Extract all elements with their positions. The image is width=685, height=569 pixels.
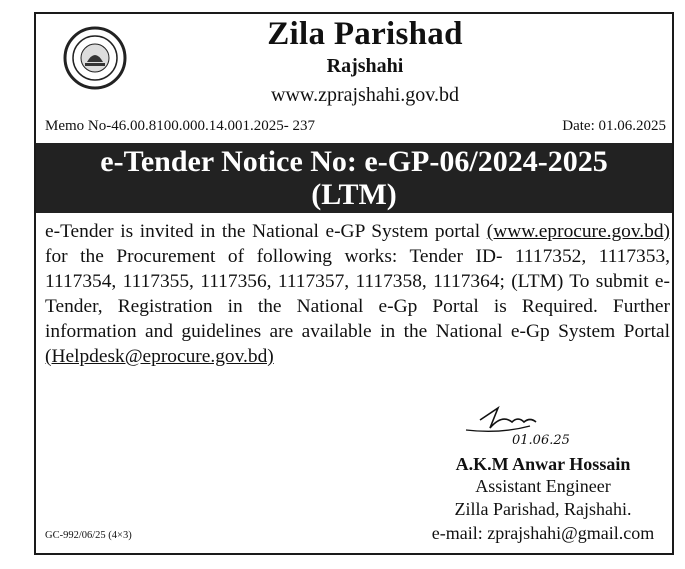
memo-number: Memo No-46.00.8100.000.14.001.2025- 237: [45, 118, 315, 134]
signature-date: 01.06.25: [512, 433, 570, 448]
body-intro: e-Tender is invited in the National e-GP System portal: [45, 221, 481, 242]
notice-body: [45, 219, 670, 369]
district-name: Rajshahi: [326, 55, 404, 77]
signer-name: A.K.M Anwar Hossain: [455, 454, 631, 474]
zila-parishad-seal-icon: [63, 26, 127, 90]
body-main: for the Procurement of following works: Tender ID- 1117352, 1117353, 1117354, 1117355, 1117356, 1117357, 1117358, 1117364; (LTM) To submit e-Tender, Registration in the National e-Gp Portal is Required. Further information and guidelines are available in the National e-Gp System Portal: [45, 246, 670, 342]
notice-date: Date: 01.06.2025: [562, 118, 666, 134]
org-name: Zila Parishad: [267, 16, 463, 52]
notice-method: (LTM): [311, 178, 397, 211]
signer-email[interactable]: e-mail: zprajshahi@gmail.com: [431, 523, 655, 543]
website: www.zprajshahi.gov.bd: [271, 84, 459, 106]
handwritten-signature: [460, 400, 590, 450]
notice-title-bar: [36, 143, 672, 213]
notice-title: e-Tender Notice No: e-GP-06/2024-2025: [100, 145, 608, 178]
eprocure-link[interactable]: (www.eprocure.gov.bd): [486, 221, 670, 242]
signer-designation: Assistant Engineer: [475, 476, 611, 496]
gc-code: GC-992/06/25 (4×3): [45, 530, 132, 541]
helpdesk-link[interactable]: (Helpdesk@eprocure.gov.bd): [45, 346, 274, 367]
signer-office: Zilla Parishad, Rajshahi.: [454, 499, 632, 519]
